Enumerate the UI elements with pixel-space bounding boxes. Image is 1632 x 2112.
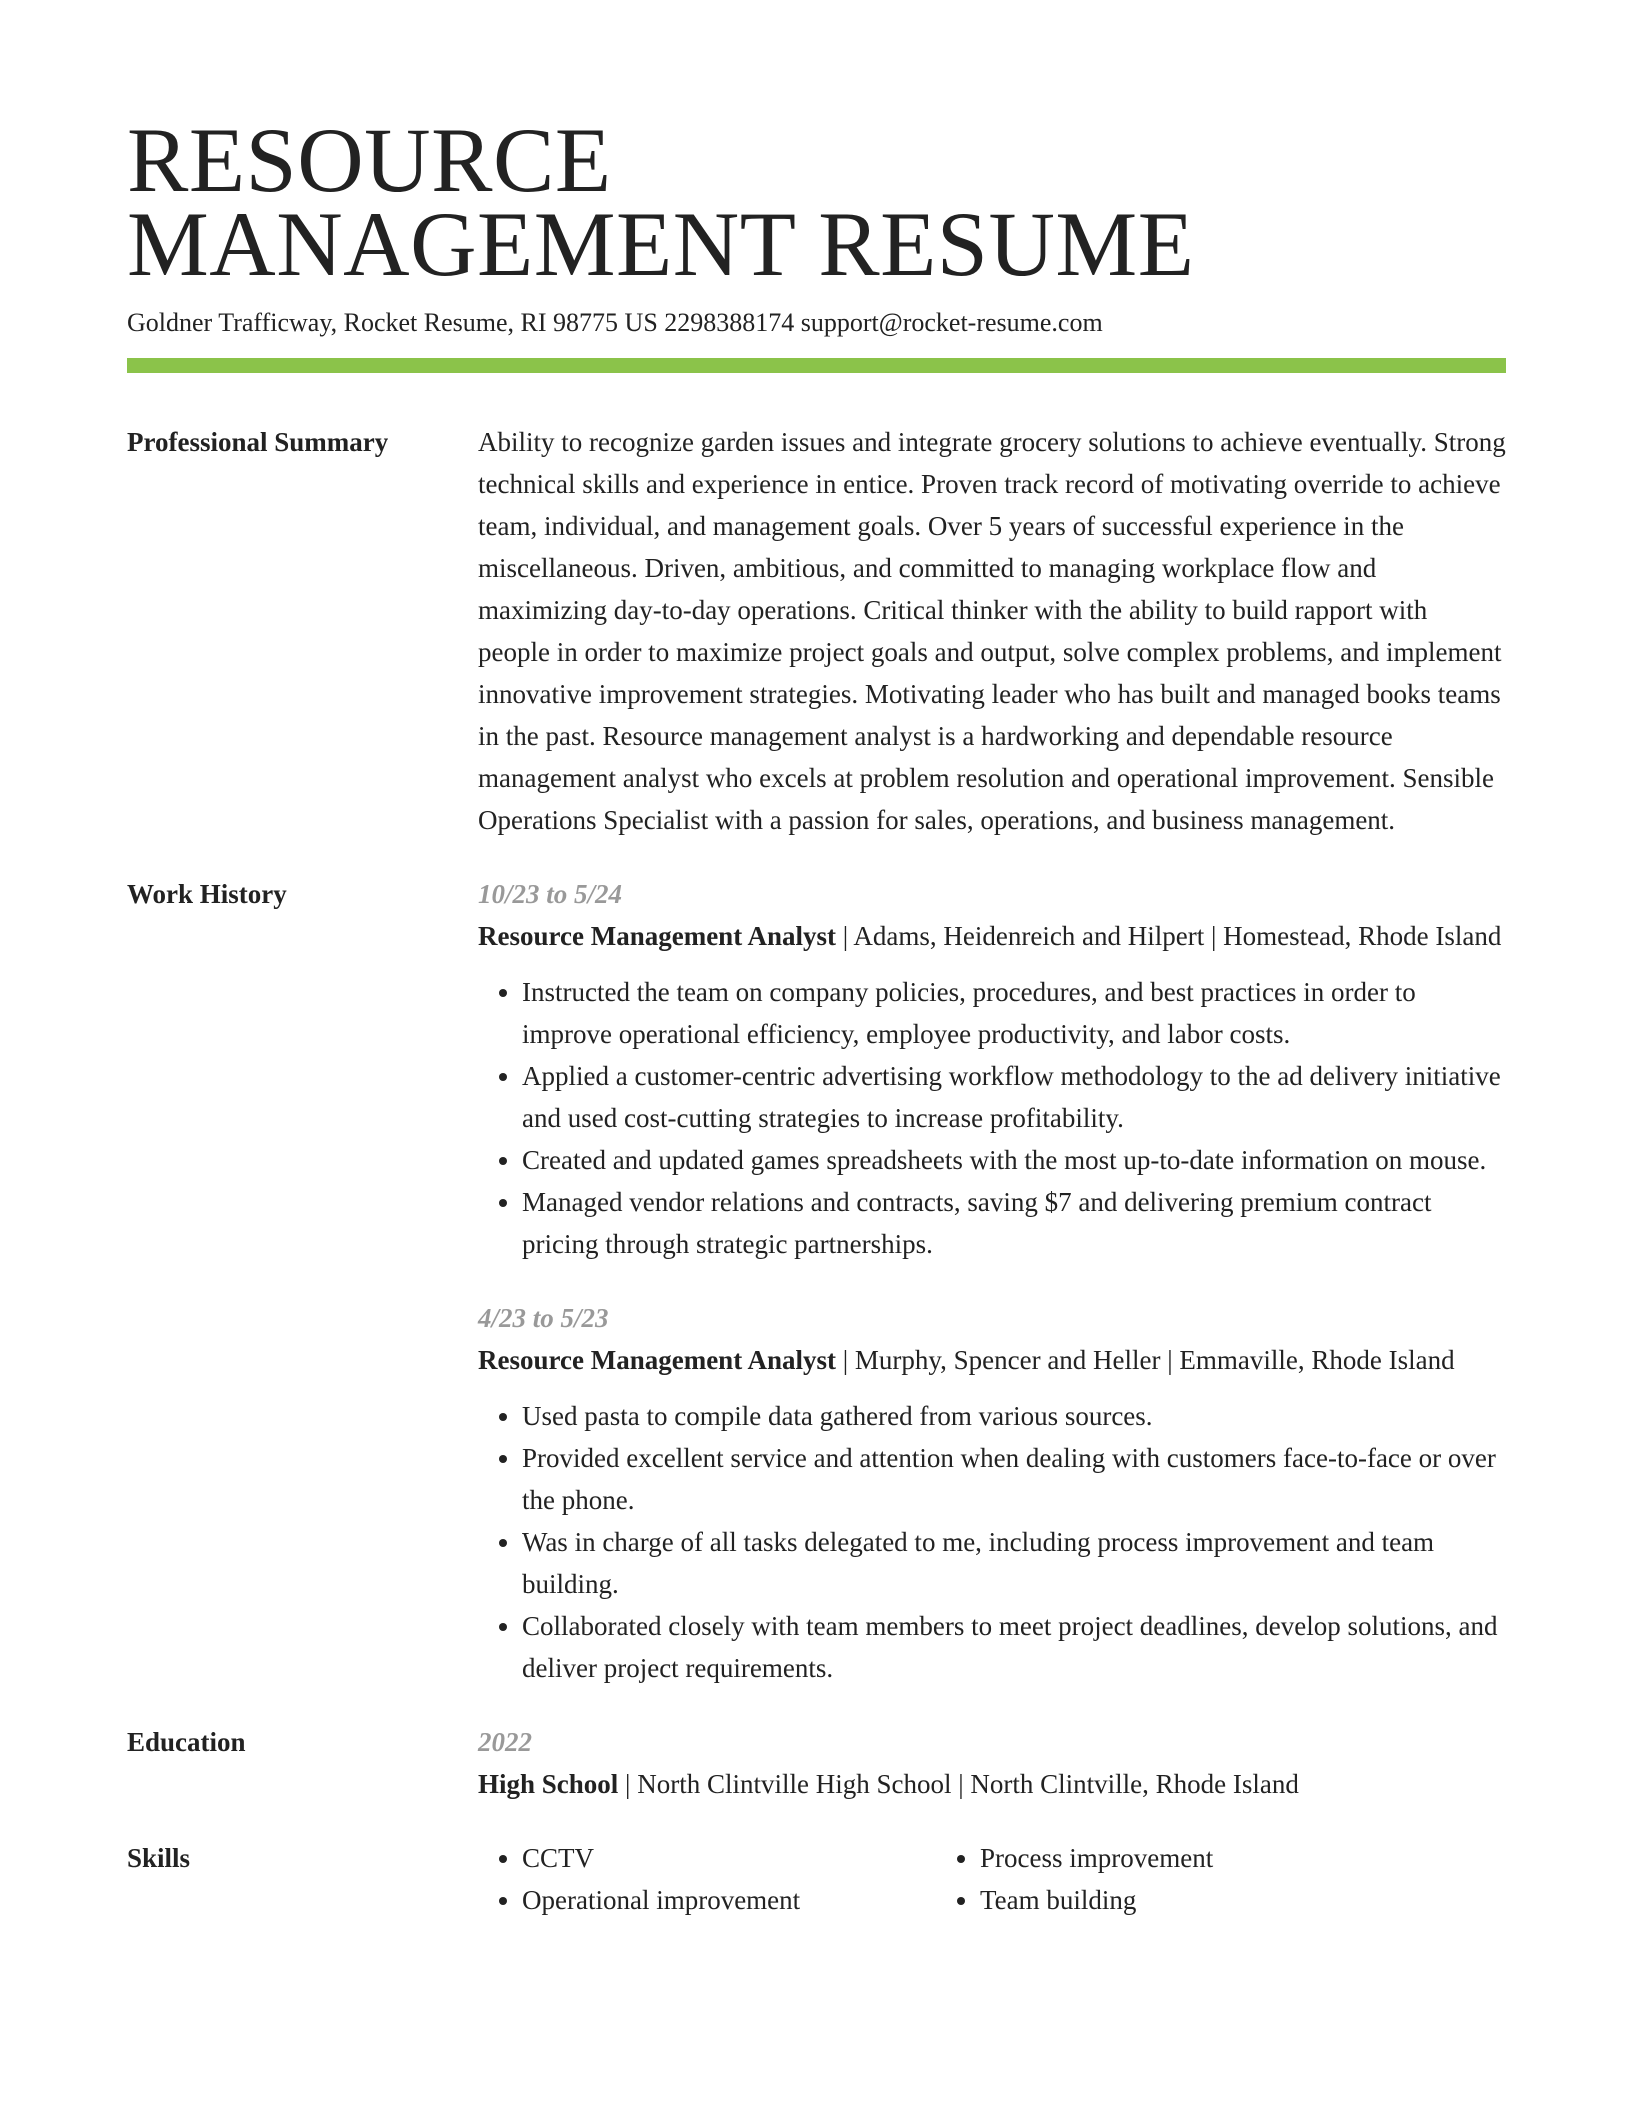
education-section (127, 1721, 1506, 1805)
job-date: 4/23 to 5/23 (478, 1303, 609, 1333)
title-line-2: MANAGEMENT RESUME (127, 193, 1195, 295)
work-history-body (478, 873, 1506, 1689)
skills-heading: Skills (127, 1843, 191, 1873)
page-title (127, 109, 1506, 295)
job-role-line (478, 915, 1506, 957)
summary-text: Ability to recognize garden issues and integrate grocery solutions to achieve eventually. Strong technical skills and experience in entice. Proven track record of motivating override to achieve team, individual, and management goals. Over 5 years of successful experience in the miscellaneous. Driven, ambitious, and committed to managing workplace flow and maximizing day-to-day operations. Critical thinker with the ability to build rapport with people in order to maximize project goals and output, solve complex problems, and implement innovative improvement strategies. Motivating leader who has built and managed books teams in the past. Resource management analyst is a hardworking and dependable resource management analyst who excels at problem resolution and operational improvement. Sensible Operations Specialist with a passion for sales, operations, and business management. (478, 427, 1506, 835)
job-title: Resource Management Analyst (478, 921, 836, 951)
job-entry (478, 1297, 1506, 1689)
job-bullet: • Applied a customer-centric advertising workflow methodology to the ad delivery initiative and used cost-cutting strategies to increase profitability. (522, 1055, 1506, 1139)
summary-section (127, 421, 1506, 841)
skills-section (127, 1837, 1506, 1921)
education-date: 2022 (478, 1727, 532, 1757)
skill-item: • Operational improvement (522, 1879, 936, 1921)
job-bullet-list (478, 971, 1506, 1265)
job-role-line (478, 1339, 1506, 1381)
job-bullet: • Created and updated games spreadsheets with the most up-to-date information on mouse. (522, 1139, 1506, 1181)
education-heading: Education (127, 1727, 246, 1757)
education-line (478, 1763, 1506, 1805)
skill-item: • CCTV (522, 1837, 936, 1879)
job-bullet: • Instructed the team on company policies, procedures, and best practices in order to improve operational efficiency, employee productivity, and labor costs. (522, 971, 1506, 1055)
job-company-location: | Adams, Heidenreich and Hilpert | Homestead, Rhode Island (835, 921, 1502, 951)
skills-column-1 (478, 1837, 936, 1921)
education-degree: High School (478, 1769, 619, 1799)
job-bullet: • Was in charge of all tasks delegated to me, including process improvement and team building. (522, 1521, 1506, 1605)
job-entry (478, 873, 1506, 1265)
job-company-location: | Murphy, Spencer and Heller | Emmaville, Rhode Island (835, 1345, 1455, 1375)
contact-info: Goldner Trafficway, Rocket Resume, RI 98775 US 2298388174 support@rocket-resume.com (127, 308, 1103, 337)
education-school-location: | North Clintville High School | North Clintville, Rhode Island (618, 1769, 1299, 1799)
work-history-heading: Work History (127, 879, 287, 909)
skill-item: • Team building (980, 1879, 1394, 1921)
job-bullet: • Managed vendor relations and contracts, saving $7 and delivering premium contract pricing through strategic partnerships. (522, 1181, 1506, 1265)
job-bullet: • Used pasta to compile data gathered from various sources. (522, 1395, 1506, 1437)
job-bullet: • Provided excellent service and attention when dealing with customers face-to-face or over the phone. (522, 1437, 1506, 1521)
job-bullet-list (478, 1395, 1506, 1689)
skills-grid (478, 1837, 1506, 1921)
job-date: 10/23 to 5/24 (478, 879, 623, 909)
accent-divider (127, 358, 1506, 373)
skills-body (478, 1837, 1506, 1921)
skills-column-2 (936, 1837, 1394, 1921)
summary-heading: Professional Summary (127, 427, 389, 457)
summary-body (478, 421, 1506, 841)
job-title: Resource Management Analyst (478, 1345, 836, 1375)
education-body (478, 1721, 1506, 1805)
skill-item: • Process improvement (980, 1837, 1394, 1879)
work-history-section (127, 873, 1506, 1689)
job-bullet: • Collaborated closely with team members to meet project deadlines, develop solutions, and deliver project requirements. (522, 1605, 1506, 1689)
title-line-1: RESOURCE (127, 109, 612, 211)
